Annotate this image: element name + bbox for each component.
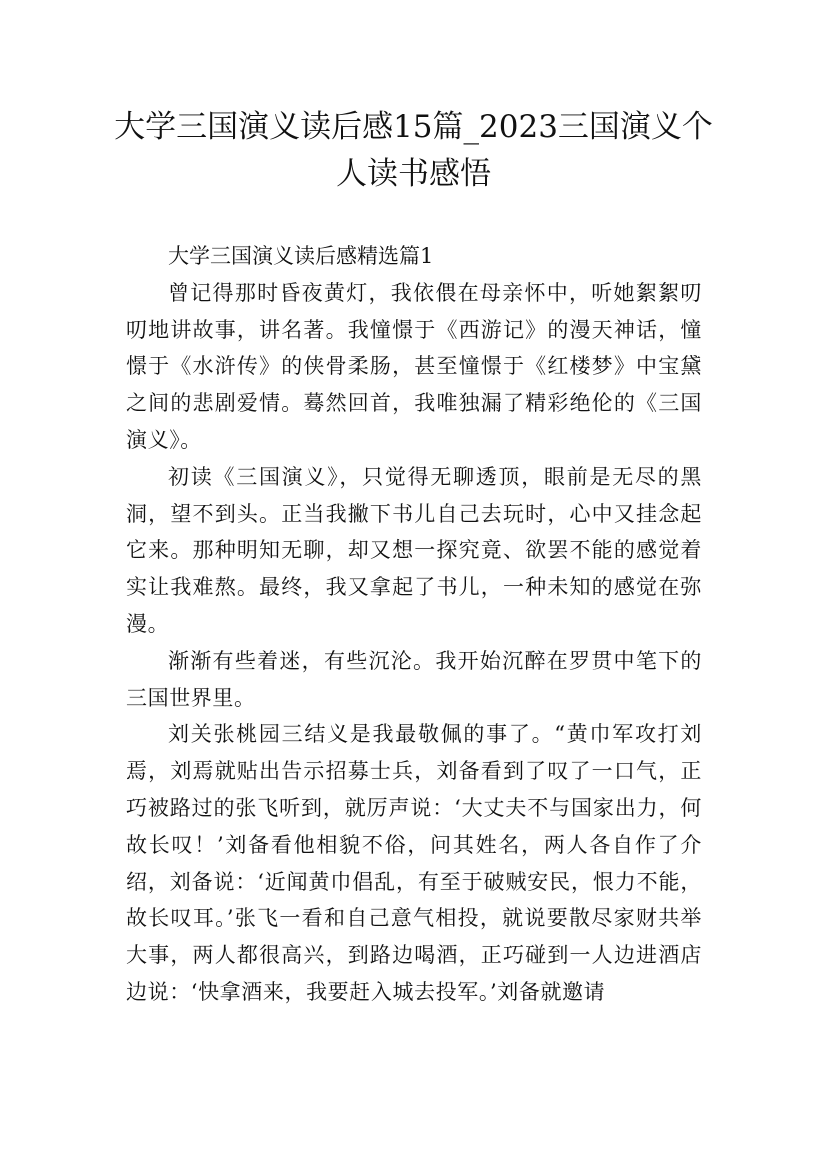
section-heading: 大学三国演义读后感精选篇1 xyxy=(168,244,434,268)
paragraph: 渐渐有些着迷，有些沉沦。我开始沉醉在罗贯中笔下的三国世界里。 xyxy=(126,648,702,710)
paragraph: 刘关张桃园三结义是我最敬佩的事了。“黄巾军攻打刘焉，刘焉就贴出告示招募士兵，刘备看到了叹了一口气，正巧被路过的张飞听到，就厉声说：‘大丈夫不与国家出力，何故长叹！’刘备看他相貌不俗，问其姓名，两人各自作了介绍，刘备说：‘近闻黄巾倡乱，有至于破贼安民，恨力不能，故长叹耳。’张飞一看和自己意气相投，就说要散尽家财共举大事，两人都很高兴，到路边喝酒，正巧碰到一人边进酒店边说：‘快拿酒来，我要赶入城去投军。’刘备就邀请 xyxy=(126,722,702,1004)
document-body xyxy=(126,238,702,1011)
paragraph: 曾记得那时昏夜黄灯，我依偎在母亲怀中，听她絮絮叨叨地讲故事，讲名著。我憧憬于《西游记》的漫天神话，憧憬于《水浒传》的侠骨柔肠，甚至憧憬于《红楼梦》中宝黛之间的悲剧爱情。蓦然回首，我唯独漏了精彩绝伦的《三国演义》。 xyxy=(126,280,702,452)
paragraph: 初读《三国演义》，只觉得无聊透顶，眼前是无尽的黑洞，望不到头。正当我撇下书儿自己去玩时，心中又挂念起它来。那种明知无聊，却又想一探究竟、欲罢不能的感觉着实让我难熬。最终，我又拿起了书儿，一种未知的感觉在弥漫。 xyxy=(126,464,702,636)
document-title: 大学三国演义读后感15篇_2023三国演义个人读书感悟 xyxy=(114,109,713,192)
